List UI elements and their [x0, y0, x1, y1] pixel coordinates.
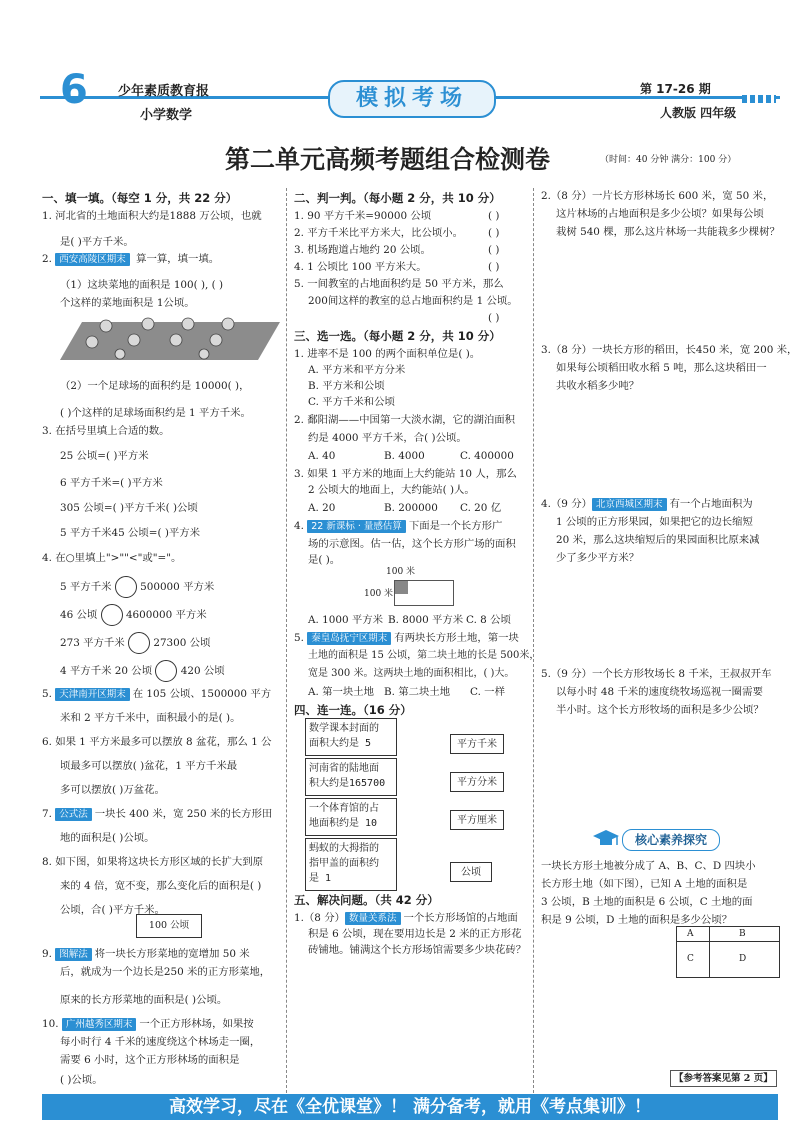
brand-text: 模拟考场 — [355, 86, 468, 111]
page-number: 6 — [60, 67, 88, 113]
match-left-3[interactable]: 一个体育馆的占 地面积约是 10 — [305, 798, 397, 836]
c3-line2: 2 公顷大的地面上，大约能站( )人。 — [308, 484, 475, 496]
c2-option-c[interactable]: C. 400000 — [460, 450, 514, 462]
section-judge-heading: 二、判一判。（每小题 2 分，共 10 分） — [294, 191, 501, 205]
c4-option-b[interactable]: B. 8000 平方米 — [388, 614, 464, 626]
q4-c-right: 27300 公顷 — [153, 637, 211, 649]
j1: 1. 90 平方千米=90000 公顷 — [294, 210, 432, 222]
unit-square — [395, 581, 408, 594]
c4-line3: 是( )。 — [308, 554, 341, 566]
q3-b: 6 平方千米=( )平方米 — [60, 477, 163, 489]
grid-label-a: A — [687, 929, 694, 939]
p6-line2: 长方形土地（如下图），已知 A 土地的面积是 — [541, 878, 748, 890]
p3-line2: 如果每公顷稻田收水稻 5 吨，那么这块稻田一 — [556, 362, 767, 374]
c3-line1: 3. 如果 1 平方米的地面上大约能站 10 人，那么 — [294, 468, 517, 480]
p5-line1: 5.（9 分）一个长方形牧场长 8 千米，王叔叔开车 — [541, 668, 772, 680]
answer-paren[interactable]: ( ) — [488, 227, 500, 239]
c1-option-c[interactable]: C. 平方千米和公顷 — [308, 396, 395, 408]
c4-line1: 4. 22 新课标 · 量感估算 下面是一个长方形广 — [294, 520, 503, 532]
c4-label-left: 100 米 — [364, 589, 394, 599]
land-grid-diagram — [676, 926, 780, 978]
compare-circle-input[interactable] — [128, 632, 150, 654]
q4-a-left: 5 平方千米 — [60, 581, 112, 593]
p4-line4: 少了多少平方米？ — [556, 552, 640, 564]
c4-option-c[interactable]: C. 8 公顷 — [466, 614, 511, 626]
p1-method-tag: 数量关系法 — [345, 912, 401, 925]
edition: 人教版 四年级 — [660, 106, 737, 120]
j5-line2: 200间这样的教室的总占地面积约是 1 公顷。 — [308, 295, 518, 307]
footer-slogan: 高效学习，尽在《全优课堂》！ 满分备考，就用《考点集训》！ — [169, 1097, 651, 1117]
c2-option-b[interactable]: B. 4000 — [384, 450, 425, 462]
match-left-2[interactable]: 河南省的陆地面 积大约是165700 — [305, 758, 397, 796]
column-divider-2 — [533, 188, 534, 1093]
j5-line1: 5. 一间教室的占地面积约是 50 平方米，那么 — [294, 278, 504, 290]
q2-number: 2. — [42, 253, 52, 265]
p1-line3: 砖铺地。铺满这个长方形场馆需要多少块花砖？ — [308, 944, 527, 956]
q4-d — [60, 660, 225, 682]
c4-standard-tag: 22 新课标 · 量感估算 — [307, 520, 406, 533]
q5-line2: 米和 2 平方千米中，面积最小的是( )。 — [60, 712, 241, 724]
c5-option-a[interactable]: A. 第一块土地 — [308, 686, 375, 698]
brand-banner — [328, 80, 496, 118]
q7-line2: 地的面积是( )公顷。 — [60, 832, 155, 844]
c2-line1: 2. 鄱阳湖——中国第一大淡水湖，它的湖泊面积 — [294, 414, 516, 426]
c4-line2: 场的示意图。估一估，这个长方形广场的面积 — [308, 538, 516, 550]
stripe-icon — [742, 95, 776, 103]
c2-line2: 约是 4000 平方千米，合( )公顷。 — [308, 432, 467, 444]
compare-circle-input[interactable] — [101, 604, 123, 626]
q4-d-right: 420 公顷 — [180, 665, 225, 677]
q10-line4: ( )公顷。 — [60, 1074, 103, 1086]
answer-paren[interactable]: ( ) — [488, 312, 500, 324]
c5-source-tag: 秦皇岛抚宁区期末 — [307, 632, 391, 645]
q8-line1: 8. 如下图，如果将这块长方形区域的长扩大到原 — [42, 856, 264, 868]
column-divider-1 — [286, 188, 287, 1093]
q1-line1: 1. 河北省的土地面积大约是1888 万公顷，也就 — [42, 210, 262, 222]
p2-line2: 这片林场的占地面积是多少公顷？如果每公顷 — [556, 208, 764, 220]
q4-heading: 4. 在○里填上">""<"或"="。 — [42, 552, 182, 564]
compare-circle-input[interactable] — [115, 576, 137, 598]
q6-line2: 顷最多可以摆放( )盆花，1 平方千米最 — [60, 760, 238, 772]
q9-line3: 原来的长方形菜地的面积是( )公顷。 — [60, 994, 228, 1006]
q2-2-line1: （2）一个足球场的面积约是 10000( )， — [60, 380, 250, 392]
match-right-1[interactable]: 平方千米 — [450, 734, 504, 754]
c5-option-b[interactable]: B. 第二块土地 — [384, 686, 451, 698]
c4-option-a[interactable]: A. 1000 平方米 — [308, 614, 384, 626]
q8-area-box: 100 公顷 — [136, 914, 202, 938]
c5-line2: 土地的面积是 15 公顷，第二块土地的长是 500米， — [308, 650, 540, 661]
p6-line3: 3 公顷，B 土地的面积是 6 公顷，C 土地的面 — [541, 896, 753, 908]
footer-banner — [42, 1094, 778, 1120]
q2-text: 算一算，填一填。 — [136, 253, 220, 265]
q3-heading: 3. 在括号里填上合适的数。 — [42, 425, 170, 437]
vegetable-field-image — [60, 312, 280, 362]
answer-paren[interactable]: ( ) — [488, 261, 500, 273]
q2-2-line2: ( )个这样的足球场面积约是 1 平方千米。 — [60, 407, 251, 419]
p6-line4: 积是 9 公顷，D 土地的面积是多少公顷？ — [541, 914, 733, 926]
p4-source-tag: 北京西城区期末 — [592, 498, 667, 511]
answer-paren[interactable]: ( ) — [488, 210, 500, 222]
p1-line1: 1.（8 分） 数量关系法 一个长方形场馆的占地面 — [294, 912, 518, 924]
q9-line2: 后，就成为一个边长是250 米的正方形菜地， — [60, 966, 271, 978]
match-left-4[interactable]: 蚂蚁的大拇指的 指甲盖的面积约 是 1 — [305, 838, 397, 891]
q4-b — [60, 604, 207, 626]
q4-b-right: 4600000 平方米 — [125, 609, 207, 621]
c5-option-c[interactable]: C. 一样 — [470, 686, 505, 698]
q1-line2: 是( )平方千米。 — [60, 236, 134, 248]
q4-b-left: 46 公顷 — [60, 609, 98, 621]
compare-circle-input[interactable] — [155, 660, 177, 682]
c5-line1: 5. 秦皇岛抚宁区期末 有两块长方形土地，第一块 — [294, 632, 519, 644]
c5-line3: 宽是 300 米。这两块土地的面积相比，( )大。 — [308, 668, 515, 679]
q2-source-tag: 西安高陵区期末 — [55, 253, 130, 266]
match-right-4[interactable]: 公顷 — [450, 862, 492, 882]
q9-method-tag: 图解法 — [55, 948, 92, 961]
q6-line3: 多可以摆放( )万盆花。 — [60, 784, 165, 796]
q4-d-left: 4 平方千米 20 公顷 — [60, 665, 153, 677]
section-match-heading: 四、连一连。（16 分） — [294, 703, 412, 717]
q10-line1: 10. 广州越秀区期末 一个正方形林场，如果按 — [42, 1018, 254, 1030]
grid-label-c: C — [687, 954, 694, 964]
q3-d: 5 平方千米45 公顷=( )平方米 — [60, 527, 201, 539]
c1-option-b[interactable]: B. 平方米和公顷 — [308, 380, 385, 392]
c3-option-c[interactable]: C. 20 亿 — [460, 502, 502, 514]
q3-a: 25 公顷=( )平方米 — [60, 450, 149, 462]
time-info: （时间：40 分钟 满分：100 分） — [600, 155, 737, 165]
q2-1-line2: 个这样的菜地面积是 1公顷。 — [60, 297, 195, 309]
c4-label-top: 100 米 — [386, 567, 416, 577]
q3-c: 305 公顷=( )平方千米( )公顷 — [60, 502, 198, 514]
j2: 2. 平方千米比平方米大，比公顷小。 — [294, 227, 464, 239]
match-right-2[interactable]: 平方分米 — [450, 772, 504, 792]
section-fill-heading: 一、填一填。（每空 1 分，共 22 分） — [42, 191, 238, 205]
core-literacy-banner — [592, 828, 724, 852]
q7-method-tag: 公式法 — [55, 808, 92, 821]
q5-line1: 5. 天津南开区期末 在 105 公顷、1500000 平方 — [42, 688, 272, 700]
q2-line — [42, 251, 219, 267]
q8-line3: 公顷，合( )平方千米。 — [60, 904, 165, 916]
match-right-3[interactable]: 平方厘米 — [450, 810, 504, 830]
j4: 4. 1 公顷比 100 平方米大。 — [294, 261, 427, 273]
p4-line1: 4.（9 分） 北京西城区期末 有一个占地面积为 — [541, 498, 753, 510]
page-title: 第二单元高频考题组合检测卷 — [225, 145, 551, 174]
q10-line3: 需要 6 小时，这个正方形林场的面积是 — [60, 1054, 240, 1066]
p3-line3: 共收水稻多少吨？ — [556, 380, 640, 392]
q4-c — [60, 632, 210, 654]
core-literacy-title: 核心素养探究 — [622, 829, 720, 851]
answer-paren[interactable]: ( ) — [488, 244, 500, 256]
section-solve-heading: 五、解决问题。（共 42 分） — [294, 893, 439, 907]
q4-a-right: 500000 平方米 — [140, 581, 215, 593]
subject-name: 小学数学 — [140, 108, 193, 123]
c3-option-b[interactable]: B. 200000 — [384, 502, 438, 514]
p5-line3: 半小时。这个长方形牧场的面积是多少公顷？ — [556, 704, 764, 716]
p4-line2: 1 公顷的正方形果园，如果把它的边长缩短 — [556, 516, 753, 528]
match-left-1[interactable]: 数学课本封面的 面积大约是 5 — [305, 718, 397, 756]
answer-reference: 【参考答案见第 2 页】 — [670, 1070, 777, 1087]
p5-line2: 以每小时 48 千米的速度绕牧场巡视一圈需要 — [556, 686, 763, 698]
q10-source-tag: 广州越秀区期末 — [62, 1018, 137, 1031]
q7-line1: 7. 公式法 一块长 400 米，宽 250 米的长方形田 — [42, 808, 273, 820]
p4-line3: 20 米，那么这块缩短后的果园面积比原来减 — [556, 534, 760, 546]
q9-line1: 9. 图解法 将一块长方形菜地的宽增加 50 米 — [42, 948, 250, 960]
q4-c-left: 273 平方千米 — [60, 637, 125, 649]
c1-option-a[interactable]: A. 平方米和平方分米 — [308, 364, 406, 376]
graduation-cap-icon — [592, 828, 620, 850]
q6-line1: 6. 如果 1 平方米最多可以摆放 8 盆花，那么 1 公 — [42, 736, 272, 748]
q4-a — [60, 576, 214, 598]
q5-source-tag: 天津南开区期末 — [55, 688, 130, 701]
p2-line3: 栽树 540 棵，那么这片林场一共能栽多少棵树？ — [556, 226, 780, 238]
q8-line2: 来的 4 倍，宽不变，那么变化后的面积是( ) — [60, 880, 262, 892]
q10-line2: 每小时行 4 千米的速度绕这个林场走一圈， — [60, 1036, 261, 1048]
j3: 3. 机场跑道占地约 20 公顷。 — [294, 244, 431, 256]
grid-label-b: B — [739, 929, 746, 939]
p6-line1: 一块长方形土地被分成了 A、B、C、D 四块小 — [541, 860, 756, 872]
c1: 1. 进率不是 100 的两个面积单位是( )。 — [294, 348, 481, 360]
c2-option-a[interactable]: A. 40 — [308, 450, 336, 462]
newspaper-name: 少年素质教育报 — [118, 84, 210, 99]
q2-1-line1: （1）这块菜地的面积是 100( ), ( ) — [60, 279, 224, 291]
grid-label-d: D — [739, 954, 747, 964]
p3-line1: 3.（8 分）一块长方形的稻田，长450 米，宽 200 米， — [541, 344, 798, 356]
section-choose-heading: 三、选一选。（每小题 2 分，共 10 分） — [294, 329, 501, 343]
p1-line2: 积是 6 公顷，现在要用边长是 2 米的正方形花 — [308, 928, 522, 940]
issue-number: 第 17-26 期 — [640, 82, 711, 96]
c3-option-a[interactable]: A. 20 — [308, 502, 336, 514]
p2-line1: 2.（8 分）一片长方形林场长 600 米，宽 50 米， — [541, 190, 774, 202]
